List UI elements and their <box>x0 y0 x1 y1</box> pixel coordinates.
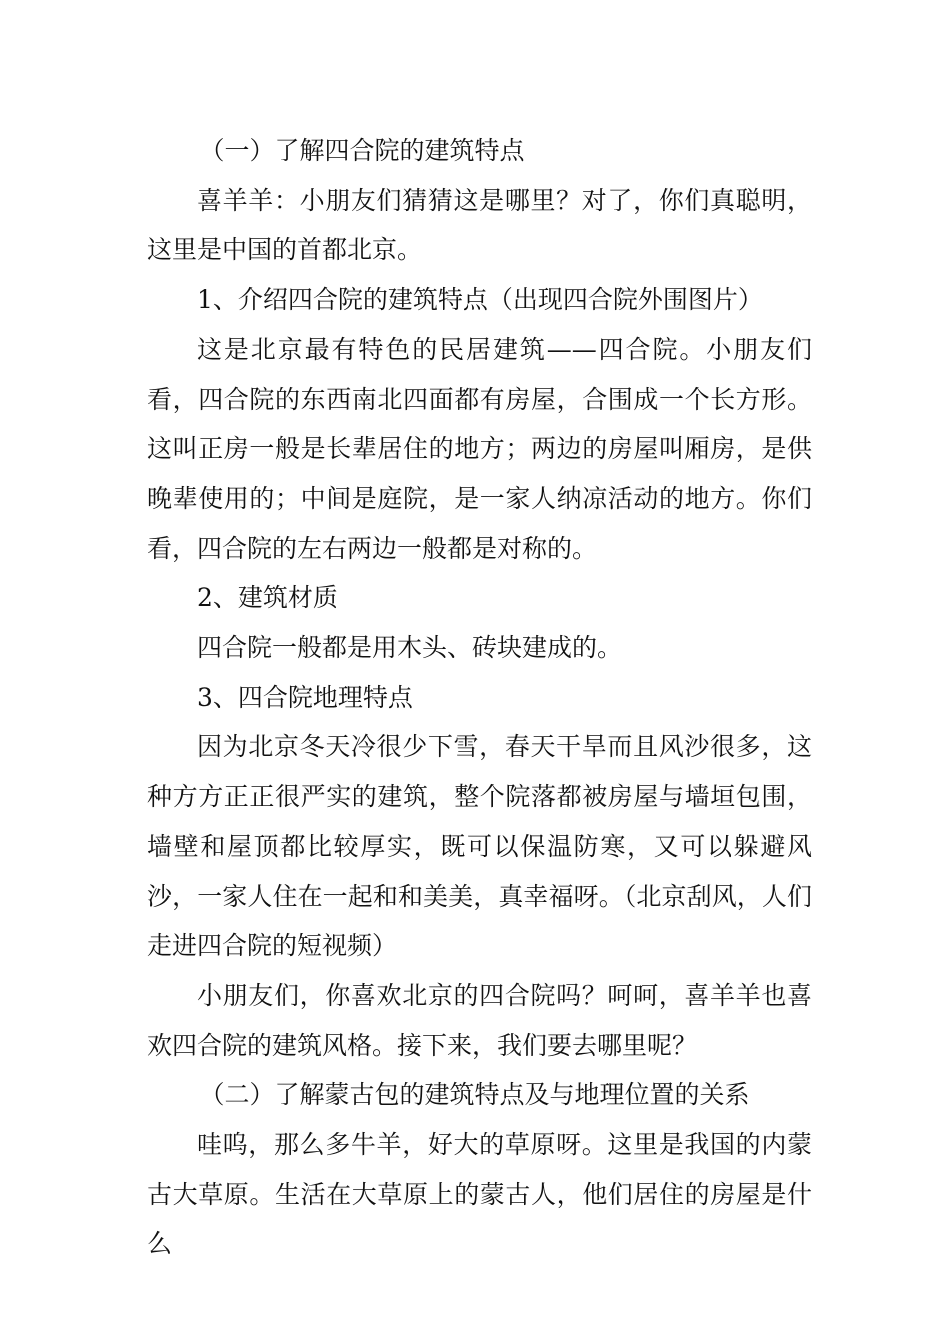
document-body <box>147 126 812 1269</box>
paragraph-siheyuan-description: 这是北京最有特色的民居建筑——四合院。小朋友们看，四合院的东西南北四面都有房屋，合围成一个长方形。这叫正房一般是长辈居住的地方；两边的房屋叫厢房，是供晚辈使用的；中间是庭院，是一家人纳凉活动的地方。你们看，四合院的左右两边一般都是对称的。 <box>147 334 812 563</box>
subheading-material: 2、建筑材质 <box>197 583 338 613</box>
paragraph-material: 四合院一般都是用木头、砖块建成的。 <box>197 633 623 663</box>
paragraph-intro-beijing: 喜羊羊：小朋友们猜猜这是哪里？对了，你们真聪明，这里是中国的首都北京。 <box>147 185 812 265</box>
paragraph-grassland: 哇呜，那么多牛羊，好大的草原呀。这里是我国的内蒙古大草原。生活在大草原上的蒙古人，他们居住的房屋是什么 <box>147 1130 812 1259</box>
subheading-architecture: 1、介绍四合院的建筑特点（出现四合院外围图片） <box>197 285 763 315</box>
paragraph-question: 小朋友们，你喜欢北京的四合院吗？呵呵，喜羊羊也喜欢四合院的建筑风格。接下来，我们要去哪里呢？ <box>147 980 812 1060</box>
subheading-geography: 3、四合院地理特点 <box>197 682 413 712</box>
paragraph-geography: 因为北京冬天冷很少下雪，春天干旱而且风沙很多，这种方方正正很严实的建筑，整个院落都被房屋与墙垣包围，墙壁和屋顶都比较厚实，既可以保温防寒，又可以躲避风沙，一家人住在一起和和美美，真幸福呀。（北京刮风，人们走进四合院的短视频） <box>147 732 812 961</box>
section-heading-yurt: （二）了解蒙古包的建筑特点及与地理位置的关系 <box>199 1080 750 1110</box>
section-heading-siheyuan: （一）了解四合院的建筑特点 <box>199 136 525 165</box>
